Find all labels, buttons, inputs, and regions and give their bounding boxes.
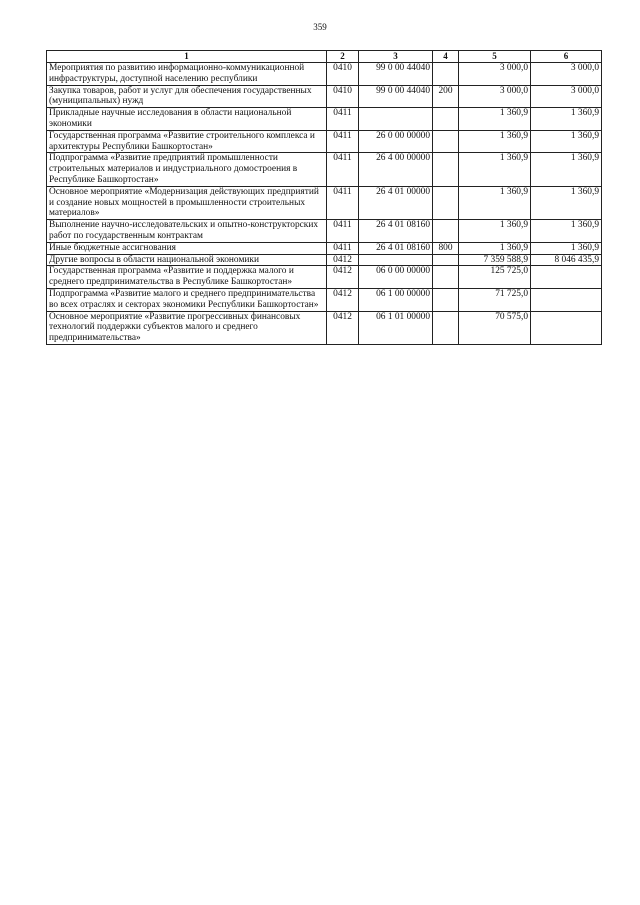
section-code: 0412 (327, 311, 359, 344)
table-row (47, 186, 602, 219)
target-code: 26 4 01 08160 (359, 242, 433, 254)
table-row (47, 311, 602, 344)
amount-col6 (531, 266, 602, 289)
amount-col6: 3 000,0 (531, 63, 602, 86)
table-row (47, 266, 602, 289)
table-row (47, 85, 602, 108)
item-name: Подпрограмма «Развитие предприятий промышленности строительных материалов и индустриального домостроения в Республике Башкортостан» (47, 153, 327, 186)
section-code: 0410 (327, 85, 359, 108)
item-name: Подпрограмма «Развитие малого и среднего предпринимательства во всех отраслях и секторах экономики Республики Башкортостан» (47, 288, 327, 311)
target-code: 99 0 00 44040 (359, 63, 433, 86)
table-body (47, 63, 602, 345)
expense-type: 800 (433, 242, 459, 254)
item-name: Государственная программа «Развитие и поддержка малого и среднего предпринимательства в Республике Башкортостан» (47, 266, 327, 289)
item-name: Прикладные научные исследования в области национальной экономики (47, 108, 327, 131)
target-code (359, 108, 433, 131)
amount-col5: 71 725,0 (459, 288, 531, 311)
amount-col5: 70 575,0 (459, 311, 531, 344)
item-name: Государственная программа «Развитие строительного комплекса и архитектуры Республики Башкортостан» (47, 130, 327, 153)
item-name: Закупка товаров, работ и услуг для обеспечения государственных (муниципальных) нужд (47, 85, 327, 108)
item-name: Мероприятия по развитию информационно-коммуникационной инфраструктуры, доступной населению республики (47, 63, 327, 86)
amount-col5: 1 360,9 (459, 242, 531, 254)
section-code: 0411 (327, 108, 359, 131)
table-row (47, 130, 602, 153)
expense-type (433, 63, 459, 86)
target-code: 06 0 00 00000 (359, 266, 433, 289)
table-row (47, 108, 602, 131)
amount-col5: 3 000,0 (459, 85, 531, 108)
target-code (359, 254, 433, 266)
page-number: 359 (313, 22, 327, 32)
item-name: Основное мероприятие «Развитие прогрессивных финансовых технологий поддержки субъектов малого и среднего предпринимательства» (47, 311, 327, 344)
item-name: Иные бюджетные ассигнования (47, 242, 327, 254)
expense-type (433, 108, 459, 131)
target-code: 26 4 01 08160 (359, 220, 433, 243)
section-code: 0412 (327, 254, 359, 266)
expense-type: 200 (433, 85, 459, 108)
table-row (47, 220, 602, 243)
section-code: 0411 (327, 153, 359, 186)
section-code: 0412 (327, 288, 359, 311)
amount-col6: 1 360,9 (531, 242, 602, 254)
item-name: Другие вопросы в области национальной экономики (47, 254, 327, 266)
table-header (47, 51, 602, 63)
amount-col5: 125 725,0 (459, 266, 531, 289)
target-code: 26 0 00 00000 (359, 130, 433, 153)
table-row (47, 63, 602, 86)
amount-col6: 1 360,9 (531, 186, 602, 219)
column-header: 3 (359, 51, 433, 63)
table-row (47, 288, 602, 311)
section-code: 0412 (327, 266, 359, 289)
section-code: 0411 (327, 242, 359, 254)
table-row (47, 242, 602, 254)
section-code: 0411 (327, 186, 359, 219)
expense-type (433, 220, 459, 243)
expense-type (433, 130, 459, 153)
target-code: 06 1 00 00000 (359, 288, 433, 311)
expense-type (433, 186, 459, 219)
section-code: 0411 (327, 130, 359, 153)
table-row (47, 153, 602, 186)
expense-type (433, 254, 459, 266)
section-code: 0411 (327, 220, 359, 243)
target-code: 26 4 01 00000 (359, 186, 433, 219)
amount-col6: 1 360,9 (531, 153, 602, 186)
amount-col5: 1 360,9 (459, 220, 531, 243)
expense-type (433, 266, 459, 289)
amount-col6: 1 360,9 (531, 108, 602, 131)
amount-col5: 3 000,0 (459, 63, 531, 86)
expense-type (433, 311, 459, 344)
header-row (47, 51, 602, 63)
amount-col5: 1 360,9 (459, 186, 531, 219)
expense-type (433, 288, 459, 311)
budget-table (46, 50, 602, 345)
amount-col5: 1 360,9 (459, 153, 531, 186)
item-name: Выполнение научно-исследовательских и опытно-конструкторских работ по государственным контрактам (47, 220, 327, 243)
column-header: 1 (47, 51, 327, 63)
target-code: 99 0 00 44040 (359, 85, 433, 108)
amount-col5: 7 359 588,9 (459, 254, 531, 266)
column-header: 2 (327, 51, 359, 63)
column-header: 6 (531, 51, 602, 63)
item-name: Основное мероприятие «Модернизация действующих предприятий и создание новых мощностей в промышленности строительных материалов» (47, 186, 327, 219)
table-row (47, 254, 602, 266)
amount-col6: 1 360,9 (531, 130, 602, 153)
expense-type (433, 153, 459, 186)
column-header: 5 (459, 51, 531, 63)
amount-col5: 1 360,9 (459, 130, 531, 153)
section-code: 0410 (327, 63, 359, 86)
amount-col6 (531, 288, 602, 311)
amount-col6 (531, 311, 602, 344)
column-header: 4 (433, 51, 459, 63)
target-code: 26 4 00 00000 (359, 153, 433, 186)
amount-col6: 3 000,0 (531, 85, 602, 108)
amount-col5: 1 360,9 (459, 108, 531, 131)
amount-col6: 1 360,9 (531, 220, 602, 243)
target-code: 06 1 01 00000 (359, 311, 433, 344)
amount-col6: 8 046 435,9 (531, 254, 602, 266)
